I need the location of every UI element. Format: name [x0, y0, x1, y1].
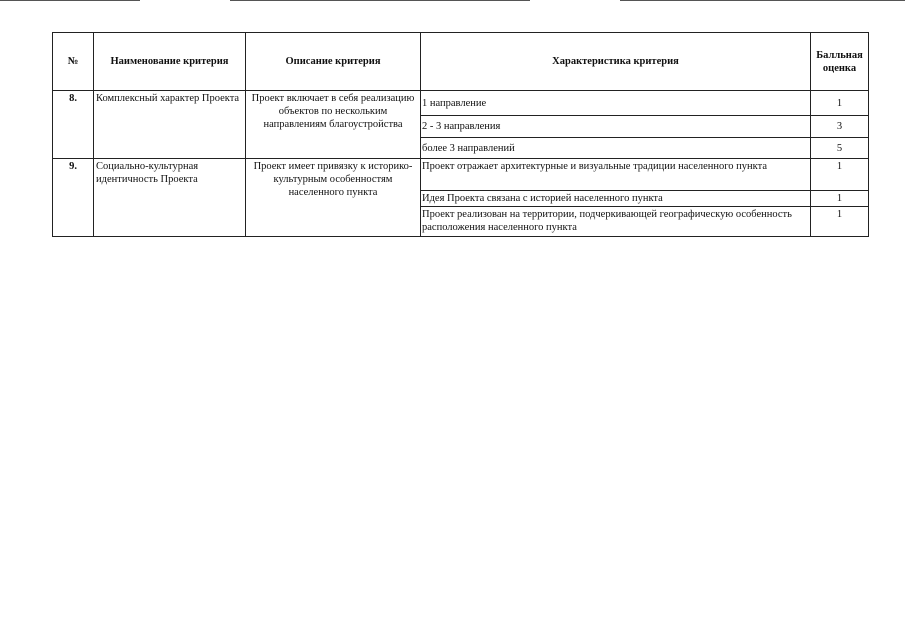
criteria-table	[52, 32, 869, 237]
row-num: 9.	[53, 159, 94, 237]
header-characteristic: Характеристика критерия	[421, 33, 811, 91]
header-score: Балльная оценка	[811, 33, 869, 91]
score: 1	[811, 207, 869, 237]
score: 1	[811, 191, 869, 207]
characteristic: более 3 направлений	[421, 138, 811, 159]
header-num: №	[53, 33, 94, 91]
scan-edge-line	[230, 0, 530, 1]
scan-edge-line	[0, 0, 140, 1]
header-row	[53, 33, 869, 91]
scan-edge-line	[620, 0, 905, 1]
row-description: Проект включает в себя реализацию объектов по нескольким направлениям благоустройства	[246, 91, 421, 159]
characteristic: Проект реализован на территории, подчеркивающей географическую особенность расположения населенного пункта	[421, 207, 811, 237]
score: 1	[811, 91, 869, 116]
table-row	[53, 159, 869, 191]
characteristic: Проект отражает архитектурные и визуальные традиции населенного пункта	[421, 159, 811, 191]
row-name: Социально-культурная идентичность Проекта	[94, 159, 246, 237]
header-name: Наименование критерия	[94, 33, 246, 91]
characteristic: Идея Проекта связана с историей населенного пункта	[421, 191, 811, 207]
row-num: 8.	[53, 91, 94, 159]
row-name: Комплексный характер Проекта	[94, 91, 246, 159]
row-description: Проект имеет привязку к историко-культурным особенностям населенного пункта	[246, 159, 421, 237]
score: 3	[811, 116, 869, 138]
score: 1	[811, 159, 869, 191]
table-row	[53, 91, 869, 116]
characteristic: 2 - 3 направления	[421, 116, 811, 138]
characteristic: 1 направление	[421, 91, 811, 116]
header-description: Описание критерия	[246, 33, 421, 91]
score: 5	[811, 138, 869, 159]
